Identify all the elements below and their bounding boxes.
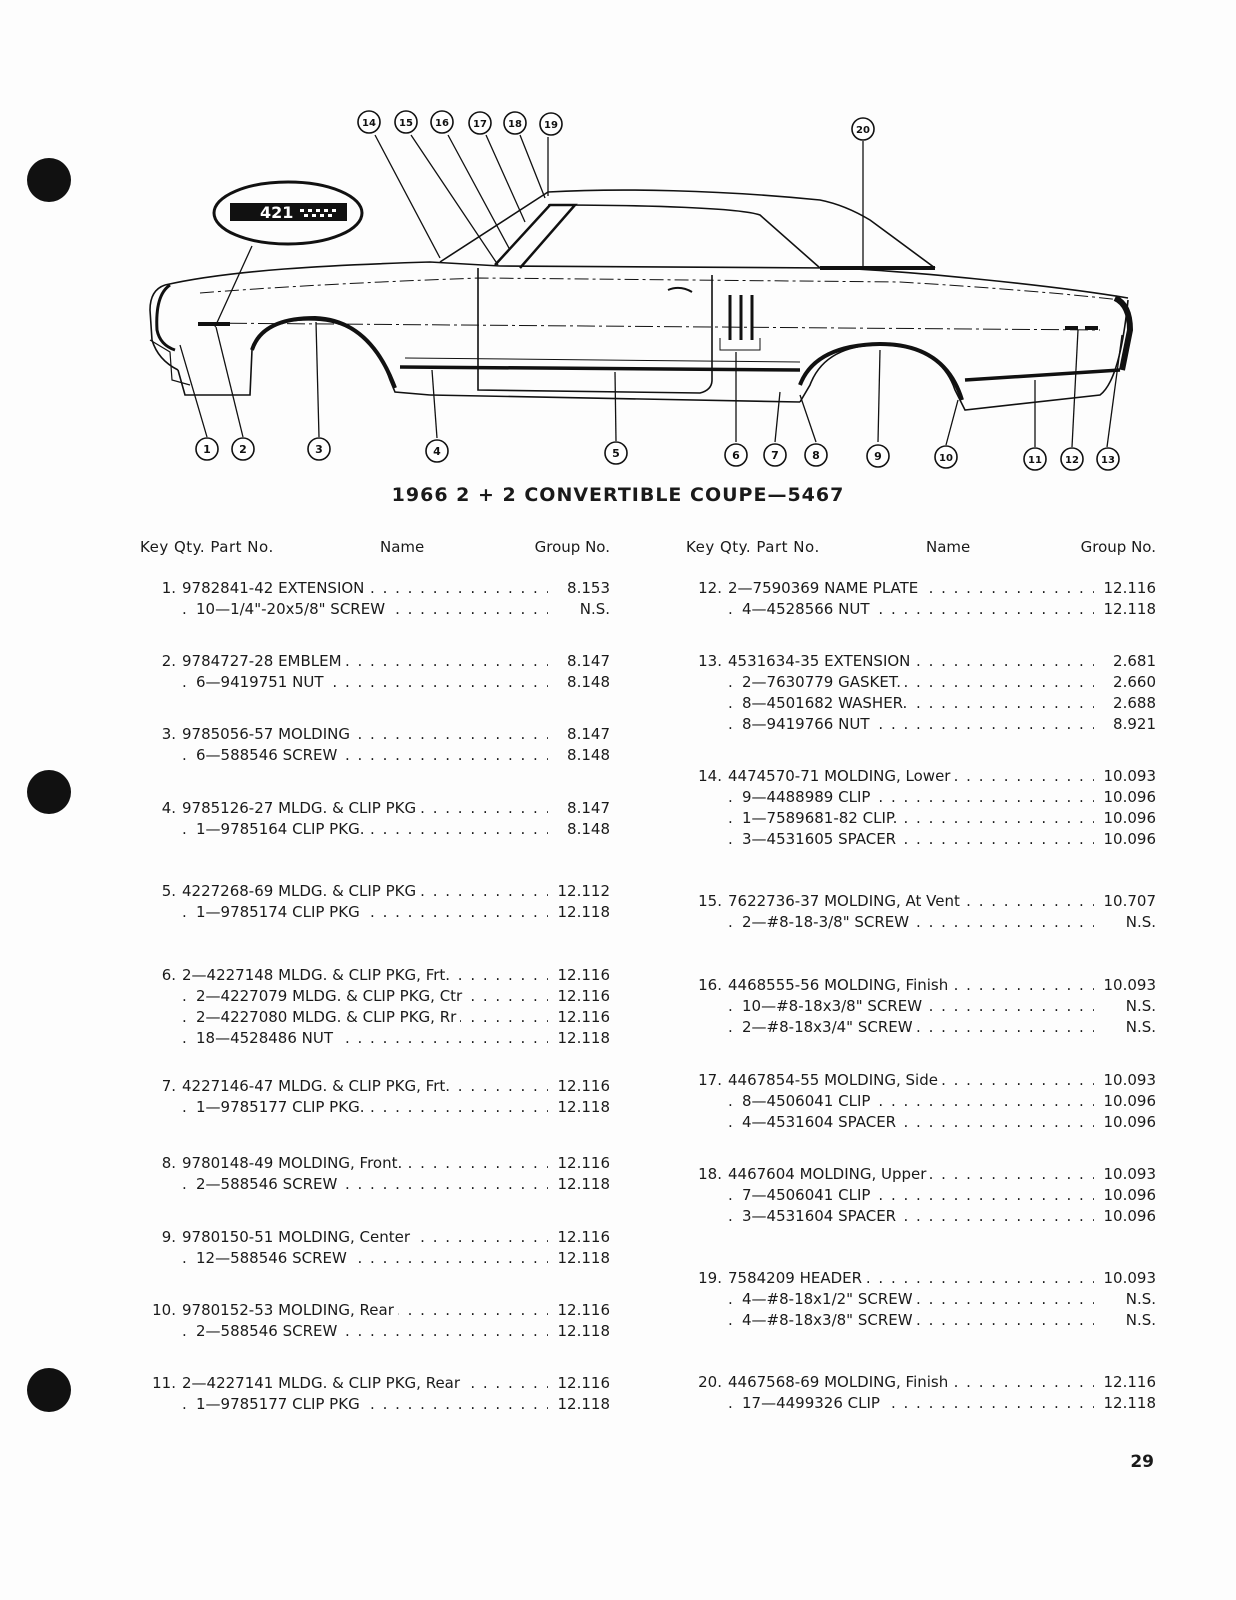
group-number: 10.096	[1103, 1113, 1156, 1131]
callout-13	[1097, 448, 1119, 470]
svg-text:10: 10	[939, 453, 953, 464]
part-description: 9780150-51 MOLDING, Center	[182, 1228, 414, 1246]
part-key: 11.	[152, 1374, 176, 1392]
part-description: 4—4528566 NUT	[742, 600, 873, 618]
part-description: 6—588546 SCREW	[196, 746, 341, 764]
svg-text:1: 1	[203, 443, 211, 456]
callout-10	[935, 446, 957, 468]
part-subrow	[140, 745, 610, 766]
part-subrow	[686, 787, 1156, 808]
part-description: 2—4227148 MLDG. & CLIP PKG, Frt.	[182, 966, 454, 984]
part-description: 9785056-57 MOLDING	[182, 725, 354, 743]
part-key: 16.	[698, 976, 722, 994]
part-key: 10.	[152, 1301, 176, 1319]
group-number: 12.116	[1103, 579, 1156, 597]
svg-text:11: 11	[1028, 455, 1042, 466]
part-key	[140, 986, 182, 1007]
part-entry	[140, 881, 610, 923]
part-description: 10—#8-18x3/8" SCREW	[742, 997, 926, 1015]
part-entry	[686, 975, 1156, 1038]
part-description: 1—7589681-82 CLIP.	[742, 809, 901, 827]
group-number: 2.688	[1113, 694, 1156, 712]
part-description: 4227268-69 MLDG. & CLIP PKG	[182, 882, 420, 900]
part-subrow	[140, 819, 610, 840]
part-subrow	[140, 599, 610, 620]
svg-text:8: 8	[812, 449, 820, 462]
group-number: 2.681	[1113, 652, 1156, 670]
group-number: 10.093	[1103, 1071, 1156, 1089]
part-key	[140, 902, 182, 923]
svg-text:9: 9	[874, 450, 882, 463]
part-key	[686, 808, 728, 829]
group-number: 12.118	[557, 1029, 610, 1047]
part-entry	[140, 1076, 610, 1118]
svg-text:4: 4	[433, 445, 441, 458]
callout-5	[605, 442, 627, 464]
part-row	[140, 1227, 610, 1248]
part-subrow	[140, 1174, 610, 1195]
part-subrow	[686, 1206, 1156, 1227]
part-key	[140, 745, 182, 766]
group-number: N.S.	[1125, 1290, 1156, 1308]
svg-text:13: 13	[1101, 455, 1115, 466]
part-key: 17.	[698, 1071, 722, 1089]
part-description: 2—#8-18x3/4" SCREW	[742, 1018, 917, 1036]
group-number: 12.118	[557, 903, 610, 921]
group-number: 10.093	[1103, 1269, 1156, 1287]
part-key	[686, 693, 728, 714]
part-subrow	[686, 1185, 1156, 1206]
svg-text:7: 7	[771, 449, 779, 462]
group-number: 10.707	[1103, 892, 1156, 910]
svg-text:14: 14	[362, 118, 376, 129]
part-key: 4.	[161, 799, 176, 817]
part-subrow	[686, 1289, 1156, 1310]
part-description: 1—9785164 CLIP PKG.	[196, 820, 368, 838]
part-key: 15.	[698, 892, 722, 910]
part-subrow	[140, 1028, 610, 1049]
part-entry	[140, 1153, 610, 1195]
part-subrow	[686, 599, 1156, 620]
part-description: 4467568-69 MOLDING, Finish	[728, 1373, 952, 1391]
group-number: 12.116	[557, 1154, 610, 1172]
part-row	[686, 1372, 1156, 1393]
part-subrow	[686, 1310, 1156, 1331]
part-key	[140, 1174, 182, 1195]
part-row	[140, 578, 610, 599]
part-entry	[140, 965, 610, 1049]
group-number: 12.118	[557, 1098, 610, 1116]
part-row	[140, 1373, 610, 1394]
group-number: 8.153	[567, 579, 610, 597]
group-number: 10.093	[1103, 976, 1156, 994]
part-entry	[140, 1227, 610, 1269]
group-number: 12.112	[557, 882, 610, 900]
group-number: 12.118	[557, 1249, 610, 1267]
callout-9	[867, 445, 889, 467]
group-number: 10.096	[1103, 1092, 1156, 1110]
svg-text:12: 12	[1065, 455, 1079, 466]
part-description: 6—9419751 NUT	[196, 673, 327, 691]
part-subrow	[686, 693, 1156, 714]
part-description: 12—588546 SCREW	[196, 1249, 351, 1267]
part-description: 4468555-56 MOLDING, Finish	[728, 976, 952, 994]
group-number: 8.921	[1113, 715, 1156, 733]
group-number: 12.118	[557, 1395, 610, 1413]
group-number: N.S.	[1125, 1311, 1156, 1329]
part-description: 2—#8-18-3/8" SCREW	[742, 913, 913, 931]
part-description: 1—9785177 CLIP PKG	[196, 1395, 364, 1413]
part-key	[686, 714, 728, 735]
part-entry	[140, 724, 610, 766]
part-entry	[140, 1300, 610, 1342]
parts-list-left	[140, 538, 610, 1413]
group-number: 8.147	[567, 652, 610, 670]
part-row	[140, 651, 610, 672]
svg-text:16: 16	[435, 118, 449, 129]
part-key: 12.	[698, 579, 722, 597]
header-group: Group No.	[534, 538, 610, 556]
part-subrow	[686, 672, 1156, 693]
part-description: 2—4227141 MLDG. & CLIP PKG, Rear	[182, 1374, 464, 1392]
part-description: 7622736-37 MOLDING, At Vent	[728, 892, 964, 910]
part-key: 6.	[161, 966, 176, 984]
part-entry	[686, 1268, 1156, 1331]
header-key-qty-part: Key Qty. Part No.	[686, 538, 820, 556]
part-entry	[686, 891, 1156, 933]
svg-text:421: 421	[260, 203, 294, 222]
part-entry	[140, 1373, 610, 1415]
callout-1	[196, 438, 218, 460]
part-description: 4531634-35 EXTENSION	[728, 652, 914, 670]
part-description: 4467854-55 MOLDING, Side	[728, 1071, 942, 1089]
part-subrow	[140, 986, 610, 1007]
part-key	[686, 1091, 728, 1112]
part-subrow	[686, 1112, 1156, 1133]
group-number: 10.096	[1103, 788, 1156, 806]
part-description: 4227146-47 MLDG. & CLIP PKG, Frt.	[182, 1077, 454, 1095]
callout-20	[852, 118, 874, 140]
callout-18	[504, 112, 526, 134]
part-description: 9780148-49 MOLDING, Front.	[182, 1154, 406, 1172]
part-entry	[140, 578, 610, 620]
group-number: 10.093	[1103, 767, 1156, 785]
part-subrow	[686, 1017, 1156, 1038]
part-row	[140, 724, 610, 745]
group-number: 10.096	[1103, 1207, 1156, 1225]
part-key: 2.	[161, 652, 176, 670]
svg-text:18: 18	[508, 119, 522, 130]
group-number: 12.118	[1103, 1394, 1156, 1412]
part-description: 8—4501682 WASHER.	[742, 694, 911, 712]
group-number: 12.116	[557, 1008, 610, 1026]
part-key: 20.	[698, 1373, 722, 1391]
callout-2	[232, 438, 254, 460]
group-number: 12.116	[557, 966, 610, 984]
part-subrow	[140, 1097, 610, 1118]
part-subrow	[686, 829, 1156, 850]
part-subrow	[140, 672, 610, 693]
table-header	[686, 538, 1156, 558]
part-key	[686, 1310, 728, 1331]
svg-text:17: 17	[473, 119, 487, 130]
part-key: 14.	[698, 767, 722, 785]
group-number: 12.116	[557, 1301, 610, 1319]
part-subrow	[140, 902, 610, 923]
part-description: 2—4227079 MLDG. & CLIP PKG, Ctr	[196, 987, 466, 1005]
part-key	[686, 1393, 728, 1414]
part-description: 2—588546 SCREW	[196, 1322, 341, 1340]
part-key	[686, 1185, 728, 1206]
group-number: 8.148	[567, 820, 610, 838]
part-key	[686, 1289, 728, 1310]
part-description: 8—9419766 NUT	[742, 715, 873, 733]
group-number: 12.116	[1103, 1373, 1156, 1391]
group-number: 12.116	[557, 987, 610, 1005]
part-key	[140, 1028, 182, 1049]
group-number: 10.093	[1103, 1165, 1156, 1183]
group-number: 12.116	[557, 1374, 610, 1392]
callout-11	[1024, 448, 1046, 470]
part-description: 10—1/4"-20x5/8" SCREW	[196, 600, 389, 618]
part-description: 3—4531604 SPACER	[742, 1207, 900, 1225]
part-description: 2—4227080 MLDG. & CLIP PKG, Rr	[196, 1008, 460, 1026]
part-description: 7—4506041 CLIP	[742, 1186, 874, 1204]
svg-text:6: 6	[732, 449, 740, 462]
callout-8	[805, 444, 827, 466]
callout-7	[764, 444, 786, 466]
part-entry	[686, 766, 1156, 850]
part-row	[140, 1076, 610, 1097]
part-description: 4467604 MOLDING, Upper	[728, 1165, 930, 1183]
part-description: 9782841-42 EXTENSION	[182, 579, 368, 597]
part-entry	[686, 651, 1156, 735]
part-description: 4474570-71 MOLDING, Lower	[728, 767, 954, 785]
part-key	[686, 829, 728, 850]
callout-14	[358, 111, 380, 133]
group-number: 12.118	[557, 1322, 610, 1340]
part-key: 18.	[698, 1165, 722, 1183]
parts-list-right	[686, 538, 1156, 1412]
part-subrow	[140, 1394, 610, 1415]
part-key	[140, 1248, 182, 1269]
header-group: Group No.	[1080, 538, 1156, 556]
callout-6	[725, 444, 747, 466]
part-description: 2—588546 SCREW	[196, 1175, 341, 1193]
page-number: 29	[1130, 1452, 1154, 1472]
part-key	[140, 819, 182, 840]
part-row	[686, 1268, 1156, 1289]
group-number: 10.096	[1103, 1186, 1156, 1204]
part-key	[686, 787, 728, 808]
part-subrow	[686, 1091, 1156, 1112]
part-description: 2—7590369 NAME PLATE	[728, 579, 922, 597]
part-subrow	[140, 1007, 610, 1028]
group-number: 10.096	[1103, 830, 1156, 848]
part-key	[686, 1206, 728, 1227]
callout-12	[1061, 448, 1083, 470]
part-entry	[686, 578, 1156, 620]
part-key	[140, 1321, 182, 1342]
group-number: 8.147	[567, 799, 610, 817]
part-subrow	[686, 912, 1156, 933]
group-number: N.S.	[579, 600, 610, 618]
part-row	[140, 798, 610, 819]
part-description: 9785126-27 MLDG. & CLIP PKG	[182, 799, 420, 817]
part-key: 9.	[161, 1228, 176, 1246]
callout-19	[540, 113, 562, 135]
part-key	[686, 1017, 728, 1038]
group-number: 10.096	[1103, 809, 1156, 827]
part-subrow	[686, 808, 1156, 829]
group-number: N.S.	[1125, 997, 1156, 1015]
header-name: Name	[926, 538, 971, 556]
part-row	[686, 766, 1156, 787]
part-key	[686, 912, 728, 933]
part-row	[686, 651, 1156, 672]
callout-17	[469, 112, 491, 134]
svg-text:15: 15	[399, 118, 413, 129]
binder-hole-middle	[27, 770, 71, 814]
group-number: N.S.	[1125, 913, 1156, 931]
header-name: Name	[380, 538, 425, 556]
group-number: 8.148	[567, 673, 610, 691]
part-description: 4—#8-18x3/8" SCREW	[742, 1311, 917, 1329]
part-row	[686, 1070, 1156, 1091]
part-entry	[686, 1070, 1156, 1133]
group-number: 12.118	[557, 1175, 610, 1193]
part-description: 2—7630779 GASKET.	[742, 673, 905, 691]
part-description: 1—9785177 CLIP PKG.	[196, 1098, 368, 1116]
part-subrow	[140, 1248, 610, 1269]
part-key: 5.	[161, 882, 176, 900]
part-key	[140, 1007, 182, 1028]
part-key	[140, 1097, 182, 1118]
svg-text:19: 19	[544, 120, 558, 131]
part-description: 7584209 HEADER	[728, 1269, 866, 1287]
part-row	[140, 965, 610, 986]
part-subrow	[686, 1393, 1156, 1414]
part-key	[686, 672, 728, 693]
svg-text:20: 20	[856, 125, 870, 136]
part-row	[686, 1164, 1156, 1185]
part-description: 4—#8-18x1/2" SCREW	[742, 1290, 917, 1308]
group-number: 8.147	[567, 725, 610, 743]
part-description: 4—4531604 SPACER	[742, 1113, 900, 1131]
group-number: 12.118	[1103, 600, 1156, 618]
part-key: 3.	[161, 725, 176, 743]
part-key	[140, 599, 182, 620]
part-row	[140, 881, 610, 902]
svg-text:5: 5	[612, 447, 620, 460]
part-row	[686, 578, 1156, 599]
part-description: 9—4488989 CLIP	[742, 788, 874, 806]
group-number: 12.116	[557, 1228, 610, 1246]
table-header	[140, 538, 610, 558]
part-key	[140, 672, 182, 693]
group-number: N.S.	[1125, 1018, 1156, 1036]
part-key: 8.	[161, 1154, 176, 1172]
part-row	[140, 1300, 610, 1321]
part-description: 8—4506041 CLIP	[742, 1092, 874, 1110]
group-number: 12.116	[557, 1077, 610, 1095]
group-number: 8.148	[567, 746, 610, 764]
binder-hole-bottom	[27, 1368, 71, 1412]
part-description: 17—4499326 CLIP	[742, 1394, 884, 1412]
part-entry	[140, 651, 610, 693]
part-key	[686, 996, 728, 1017]
part-description: 18—4528486 NUT	[196, 1029, 337, 1047]
part-key: 7.	[161, 1077, 176, 1095]
part-description: 3—4531605 SPACER	[742, 830, 900, 848]
group-number: 2.660	[1113, 673, 1156, 691]
part-key: 13.	[698, 652, 722, 670]
part-row	[686, 891, 1156, 912]
svg-text:2: 2	[239, 443, 247, 456]
car-side-view-diagram	[0, 0, 1236, 480]
part-key	[686, 1112, 728, 1133]
part-subrow	[140, 1321, 610, 1342]
svg-text:3: 3	[315, 443, 323, 456]
page-title: 1966 2 + 2 CONVERTIBLE COUPE—5467	[391, 484, 845, 506]
part-entry	[686, 1372, 1156, 1414]
part-row	[140, 1153, 610, 1174]
part-description: 1—9785174 CLIP PKG	[196, 903, 364, 921]
part-subrow	[686, 996, 1156, 1017]
part-key: 19.	[698, 1269, 722, 1287]
part-subrow	[686, 714, 1156, 735]
part-entry	[140, 798, 610, 840]
callout-3	[308, 438, 330, 460]
callout-16	[431, 111, 453, 133]
part-key: 1.	[161, 579, 176, 597]
callout-15	[395, 111, 417, 133]
part-entry	[686, 1164, 1156, 1227]
part-key	[140, 1394, 182, 1415]
part-description: 9780152-53 MOLDING, Rear	[182, 1301, 398, 1319]
part-key	[686, 599, 728, 620]
part-row	[686, 975, 1156, 996]
header-key-qty-part: Key Qty. Part No.	[140, 538, 274, 556]
part-description: 9784727-28 EMBLEM	[182, 652, 346, 670]
callout-4	[426, 440, 448, 462]
